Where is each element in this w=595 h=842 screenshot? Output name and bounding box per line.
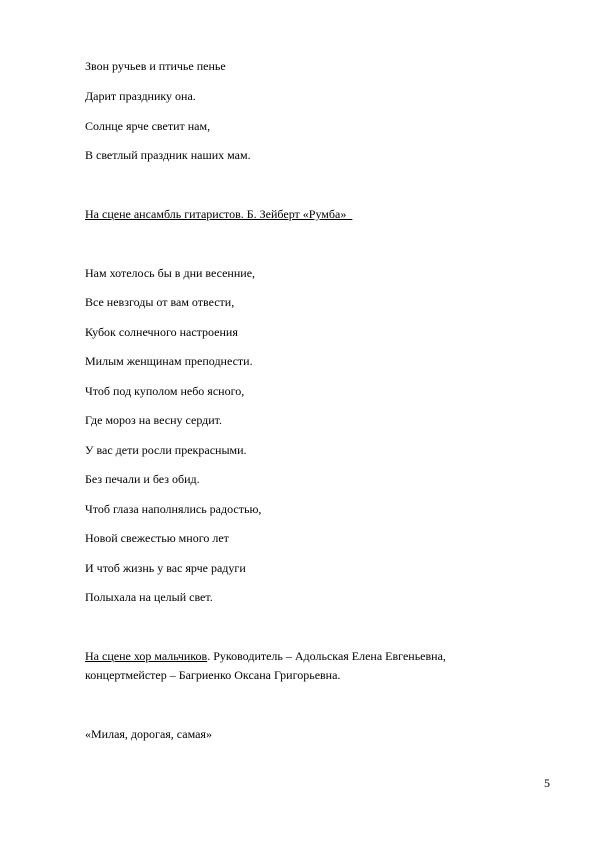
performance-guitar-ensemble: На сцене ансамбль гитаристов. Б. Зейберт «Румба» bbox=[85, 207, 353, 221]
stanza2-line-8: Без печали и без обид. bbox=[85, 472, 200, 486]
performance-boys-choir-director: . Руководитель – Адольская Елена Евгеньевна, bbox=[207, 649, 446, 663]
performance-boys-choir-label: На сцене хор мальчиков bbox=[85, 649, 208, 663]
stanza2-line-10: Новой свежестью много лет bbox=[85, 531, 229, 545]
stanza2-line-4: Милым женщинам преподнести. bbox=[85, 354, 253, 368]
stanza1-line-1: Звон ручьев и птичье пенье bbox=[85, 59, 226, 73]
page-number: 5 bbox=[544, 776, 550, 790]
stanza2-line-1: Нам хотелось бы в дни весенние, bbox=[85, 266, 256, 280]
stanza2-line-3: Кубок солнечного настроения bbox=[85, 325, 238, 339]
stanza2-line-6: Где мороз на весну сердит. bbox=[85, 413, 223, 427]
stanza2-line-9: Чтоб глаза наполнялись радостью, bbox=[85, 502, 262, 516]
song-title: «Милая, дорогая, самая» bbox=[85, 727, 212, 741]
stanza2-line-5: Чтоб под куполом небо ясного, bbox=[85, 384, 245, 398]
stanza1-line-3: Солнце ярче светит нам, bbox=[85, 119, 211, 133]
stanza2-line-11: И чтоб жизнь у вас ярче радуги bbox=[85, 561, 246, 575]
stanza1-line-4: В светлый праздник наших мам. bbox=[85, 148, 251, 162]
stanza2-line-7: У вас дети росли прекрасными. bbox=[85, 443, 247, 457]
performance-boys-choir bbox=[85, 649, 446, 663]
performance-boys-choir-accompanist: концертмейстер – Багриенко Оксана Григорьевна. bbox=[85, 668, 341, 682]
stanza2-line-2: Все невзгоды от вам отвести, bbox=[85, 295, 235, 309]
stanza1-line-2: Дарит празднику она. bbox=[85, 89, 196, 103]
stanza2-line-12: Полыхала на целый свет. bbox=[85, 590, 213, 604]
